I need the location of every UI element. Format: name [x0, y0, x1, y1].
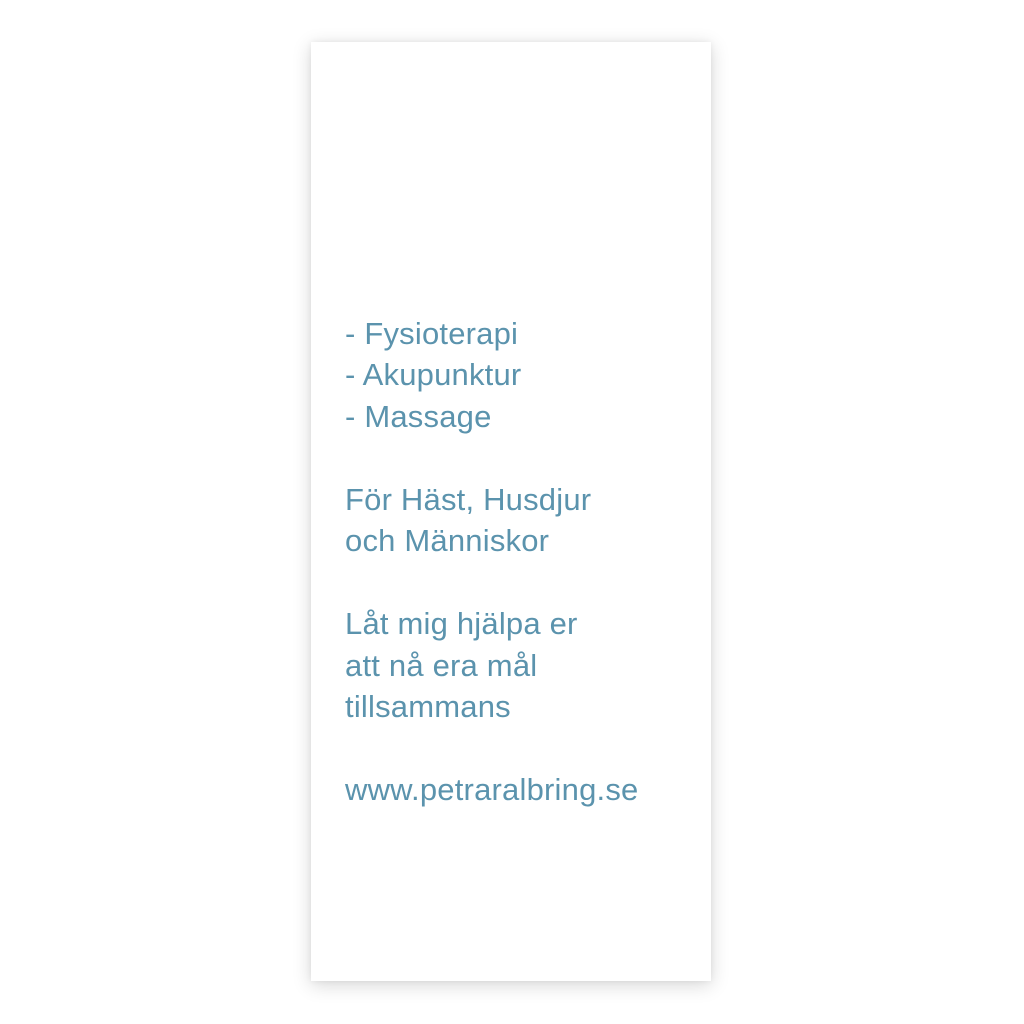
service-item-massage: - Massage: [345, 398, 492, 434]
tagline-line-3: tillsammans: [345, 689, 511, 724]
tagline-line-2: att nå era mål: [345, 647, 538, 683]
tagline-line-1: Låt mig hjälpa er: [345, 606, 578, 641]
audience-line-1: För Häst, Husdjur: [345, 481, 592, 517]
website-url: www.petraralbring.se: [345, 772, 639, 807]
flyer-card: [311, 42, 711, 981]
flyer-text-block: [345, 271, 701, 811]
service-item-akupunktur: - Akupunktur: [345, 357, 522, 392]
audience-line-2: och Människor: [345, 523, 550, 558]
service-item-fysioterapi: - Fysioterapi: [345, 315, 519, 351]
